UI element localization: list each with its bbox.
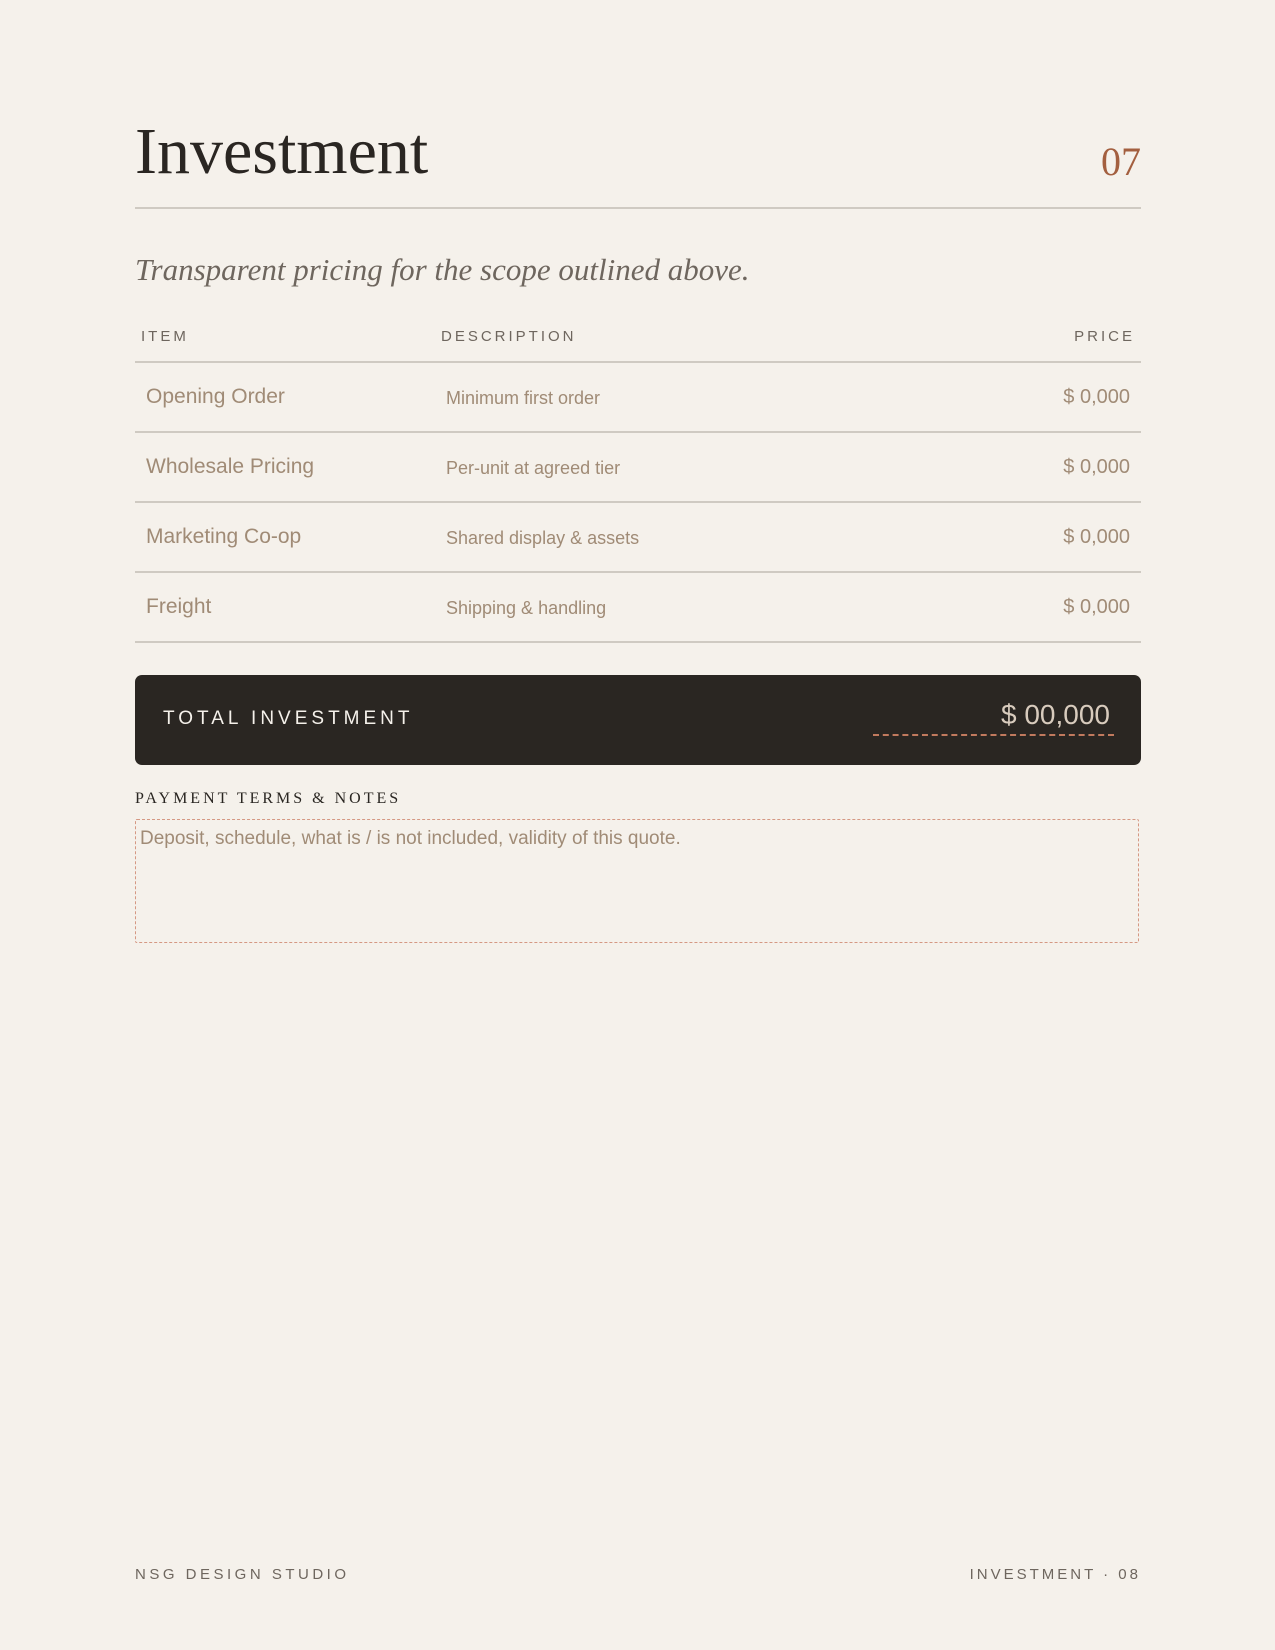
item-field[interactable]: Freight xyxy=(146,595,212,618)
item-field[interactable]: Opening Order xyxy=(146,385,285,408)
table-row xyxy=(135,573,1141,643)
section-number: 07 xyxy=(1101,139,1141,184)
column-header-description: DESCRIPTION xyxy=(441,328,577,345)
price-field[interactable]: $ 0,000 xyxy=(1063,596,1130,618)
description-field[interactable]: Shipping & handling xyxy=(446,598,607,618)
table-row xyxy=(135,503,1141,573)
page-header xyxy=(135,112,1141,209)
description-field[interactable]: Minimum first order xyxy=(446,388,601,408)
footer-studio-name: NSG DESIGN STUDIO xyxy=(135,1566,350,1583)
table-header xyxy=(135,320,1141,363)
footer-page-label: INVESTMENT · 08 xyxy=(969,1566,1141,1583)
column-header-item: ITEM xyxy=(141,328,189,345)
pricing-table xyxy=(135,320,1141,643)
total-amount: $ 00,000 xyxy=(1001,699,1110,730)
price-field[interactable]: $ 0,000 xyxy=(1063,456,1130,478)
total-investment-bar xyxy=(135,675,1141,765)
total-amount-field[interactable] xyxy=(873,696,1114,736)
notes-textarea[interactable] xyxy=(135,819,1139,943)
column-header-price: PRICE xyxy=(1074,328,1135,345)
item-field[interactable]: Wholesale Pricing xyxy=(146,455,315,478)
table-row xyxy=(135,433,1141,503)
price-field[interactable]: $ 0,000 xyxy=(1063,386,1130,408)
notes-label: PAYMENT TERMS & NOTES xyxy=(135,790,402,807)
total-label: TOTAL INVESTMENT xyxy=(163,708,414,729)
notes-placeholder: Deposit, schedule, what is / is not included, validity of this quote. xyxy=(140,828,681,849)
table-row xyxy=(135,363,1141,433)
item-field[interactable]: Marketing Co-op xyxy=(146,525,302,548)
page-title: Investment xyxy=(135,115,429,188)
price-field[interactable]: $ 0,000 xyxy=(1063,526,1130,548)
page-subtitle: Transparent pricing for the scope outlined above. xyxy=(135,252,750,287)
description-field[interactable]: Per-unit at agreed tier xyxy=(446,458,621,478)
description-field[interactable]: Shared display & assets xyxy=(446,528,640,548)
